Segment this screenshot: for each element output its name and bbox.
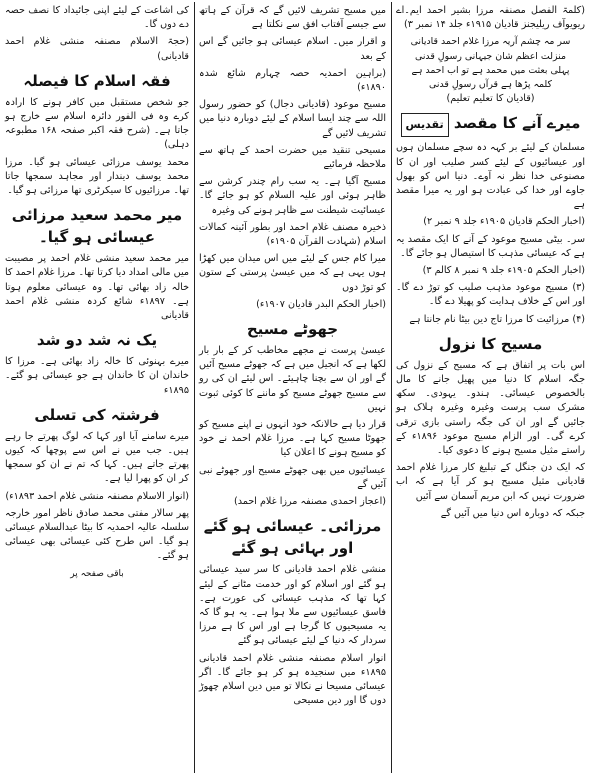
citation: (براہین احمدیہ حصہ چہارم شائع شدہ ۱۸۹۰ء) (199, 67, 386, 94)
heading-text: میرے آنے کا مقصد (453, 114, 581, 133)
citation: (اخبار الحکم البدر قادیان ۱۹۰۷ء) (256, 298, 386, 310)
paragraph: (۴) مرزائیت کا مرزا تاج دین بیٹا نام جانتا ہے (409, 313, 585, 325)
couplet-source: (قادیان کا تعلیم تعلیم) (446, 93, 535, 105)
paragraph: جبکہ کہ دوبارہ اس دنیا میں آئیں گے (440, 507, 585, 519)
column-left (0, 0, 194, 775)
heading-descent: مسیح کا نزول (438, 334, 543, 353)
paragraph: میرا کام جس کے لیئے میں اس میدان میں کھڑا ہوں یہی ہے کہ میں عیسیٰ پرستی کے ستون کو توڑ دوں (199, 253, 386, 293)
paragraph: کی اشاعت کے لیئے اپنی جائیداد کا نصف حصہ دے دوں گا۔ (5, 5, 189, 31)
paragraph: کہ ایک دن جنگل کے تبلیغ کار مرزا غلام احمد قادیانی مثیل مسیح ہو کر آیا ہے کہ اب ضرورت نہیں کہ ابن مریم آسمان سے آئیں (396, 462, 585, 502)
couplet-line: کلمہ پڑھا ہے قرآں رسولِ قدنی (429, 79, 552, 91)
paragraph: انوار اسلام مصنفہ منشی غلام احمد قادیانی ۱۸۹۵ء میں سنجیدہ ہو کر ہو جائے گا۔ اگر عیسائی مسیحا نے نکالا تو میں دین اسلام چھوڑ دوں گا اور دین مسیحی (199, 652, 386, 707)
couplet-line: پہلی بعثت میں محمد ہے تو اب احمد ہے (411, 64, 570, 76)
heading-angel-consolation: فرشتہ کی تسلی (34, 405, 160, 424)
citation: (اخبار الحکم ۱۹۰۵ء جلد ۹ نمبر ۸ کالم ۳) (422, 265, 585, 277)
paragraph: میں مسیح تشریف لائیں گے کہ قرآن کے ہاتھ سے جیسے آفتاب افق سے نکلتا ہے (199, 5, 386, 31)
paragraph: مسیحی تنقید میں حضرت احمد کے ہاتھ سے ملاحظہ فرمائیے (199, 144, 386, 171)
paragraph: مسیح موعود (قادیانی دجال) کو حضور رسول اللہ سے چند ایسا اسلام کے لیئے دوبارہ دنیا میں تشریف لائیں گے (199, 99, 386, 139)
paragraph: محمد یوسف مرزائی عیسائی ہو گیا۔ مرزا محمد یوسف دیندار اور مجاہد سمجھا جاتا تھا۔ مرزائیوں کا سیکرٹری تھا مرزائی ہو گیا۔ (5, 156, 189, 197)
paragraph: (۳) مسیح موعود مذہب صلیب کو توڑ دے گا۔ اور اس کے خلاف ہدایت کو پھیلا دے گا۔ (396, 282, 585, 308)
heading-false-messiah: جھوٹے مسیح (246, 320, 339, 339)
paragraph: میرے سامنے آیا اور کہا کہ لوگ پھرتے جا رہے ہیں۔ جب میں نے اس سے پوچھا کہ کیوں پھرتے جاتے ہیں۔ کہا کہ تم نے ان کو سمجھا کر ان کو پھرا لیا ہے۔ (5, 430, 189, 485)
citation: (اخبار الحکم قادیان ۱۹۰۵ء جلد ۹ نمبر ۲) (423, 216, 585, 228)
heading-purpose (396, 112, 585, 137)
citation: (انوار الاسلام مصنفہ منشی غلام احمد ۱۸۹۳ء) (5, 490, 189, 502)
paragraph: عیسیٰ پرست نے مجھے مخاطب کر کے بار بار لکھا ہے کہ انجیل میں ہے کہ جھوٹے مسیح آئیں گے اور ان سے بچنا چاہیئے۔ اس لیئے ان کی رو سے مسیح جھوٹے مسیح کو ماننے کا کوئی ثبوت نہیں (199, 345, 386, 413)
paragraph: سر۔ بیٹی مسیح موعود کے آنے کا ایک مقصد یہ ہے کہ عیسائی مذہب کا استیصال ہو جائے گا۔ (396, 233, 585, 259)
paragraph: مسیح آگیا ہے۔ یہ سب رام چندر کرشن سے ظاہر ہوئی اور علیہ السلام کو ہو جائے گا۔ عیسائیت شیطنت سے ظاہر ہونے کی وغیرہ (199, 176, 386, 216)
heading-mir-saeed: میر محمد سعید مرزائی عیسائی ہو گیا۔ (11, 206, 183, 247)
citation: ذخیرہ مصنف غلام احمد اور بطور آئینہ کمالات اسلام (شہادت القرآن ۱۹۰۵ء) (199, 221, 386, 248)
heading-tag: تقدیس (401, 113, 449, 137)
column-middle (194, 0, 391, 775)
citation: (حجۃ الاسلام مصنفہ منشی غلام احمد قادیانی) (5, 36, 189, 62)
paragraph: جو شخص مستقبل میں کافر ہونے کا ارادہ کرے وہ فی الفور دائرہ اسلام سے خارج ہو جاتا ہے۔ (شرح فقہ اکبر صفحہ ۱۶۸ مطبوعہ دہلی) (5, 96, 189, 151)
intro-citation: (کلمۃ الفصل مصنفہ مرزا بشیر احمد ایم۔اے ریویوآف ریلیجنز قادیان ۱۹۱۵ء جلد ۱۴ نمبر ۳) (396, 5, 585, 31)
couplet-line: منزلت اعظم شان جیہانی رسولِ قدنی (415, 50, 566, 62)
citation: (اعجاز احمدی مصنفہ مرزا غلام احمد) (234, 496, 386, 508)
paragraph: میرے بہنوئی کا خالہ زاد بھائی ہے۔ مرزا کا خاندان ان کا خاندان ہے جو عیسائی ہو گئے۔ ۱۸۹۵ء (5, 356, 189, 396)
couplet-line: سر مہ چشم آریہ مرزا غلام احمد قادیانی (410, 36, 571, 48)
heading-one-became-two: یک نہ شد دو شد (36, 331, 158, 350)
paragraph: منشی غلام احمد قادیانی کا سر سید عیسائی ہو گئے اور اسلام کو اور خدمت مٹانے کے لیئے کہا تھا کہ مذہب عیسائی کی عورت ہے۔ فاسق عیسائیوں سے ملا ہوا ہے۔ یہ ہو گا کہ یہ مسیحیوں کا گرجا ہے اور اس کا ہے مرزا سردار کہ دنیا کے لیئے عیسائی ہو گئے (199, 564, 386, 647)
paragraph: اس بات پر اتفاق ہے کہ مسیح کے نزول کی جگہ اسلام کا دنیا میں پھیل جانے کا مال بالخصوص عیسائی۔ ہندو۔ یہودی۔ سکھ مشرک سب پرست وغیرہ وغیرہ ہلاک ہو جائیں گے اور ان کی جگہ راستی بازی ترقی کرے گی۔ اور الزام مسیح موعود ۱۸۹۶ء کے راستے مثیل مسیح ہونے کا دعوی کیا۔ (396, 359, 586, 457)
paragraph: میر محمد سعید منشی غلام احمد پر مصیبت میں مالی امداد دیا کرتا تھا۔ مرزا غلام احمد کا خالہ زاد بھائی تھا۔ وہ عیسائی معلوم ہوتا ہے۔ ۱۸۹۷ء شائع کردہ منشی غلام احمد قادیانی (5, 253, 189, 322)
paragraph: و اقرار میں۔ اسلام عیسائی ہو جائیں گے اس کے بعد (199, 36, 386, 62)
paragraph: پھر سالار مفتی محمد صادق ناظر امور خارجہ سلسلہ عالیہ احمدیہ کا بیٹا عبدالسلام عیسائی ہو گیا۔ اس طرح کئی عیسائی بھی عیسائی ہو گئے۔ (5, 507, 189, 562)
paragraph: عیسائیوں میں بھی جھوٹے مسیح اور جھوٹے نبی آئیں گے (199, 464, 386, 490)
heading-converted: مرزائی۔ عیسائی ہو گئے اور بہائی ہو گئے (203, 517, 382, 558)
heading-fiqh-verdict: فقہ اسلام کا فیصلہ (23, 71, 171, 90)
paragraph: قرار دیا ہے حالانکہ خود انہوں نے اپنے مسیح کو جھوٹا مسیح کہا ہے۔ مرزا غلام احمد نے خود کو مسیح ہونے کا اعلان کیا (199, 419, 386, 459)
continued-note: باقی صفحہ پر (70, 568, 124, 579)
paragraph: مسلمان کے لیئے بر کہہ دہ سچے مسلمان ہوں اور عیسائیوں کے لیئے کسر صلیب اور ان کا مصنوعی خدا نظر نہ آوے۔ دنیا اس کو بھول جاوے اور خدا کی عبادت ہو اور یہ میرا مقصد ہے (396, 142, 585, 211)
column-right (391, 0, 590, 775)
